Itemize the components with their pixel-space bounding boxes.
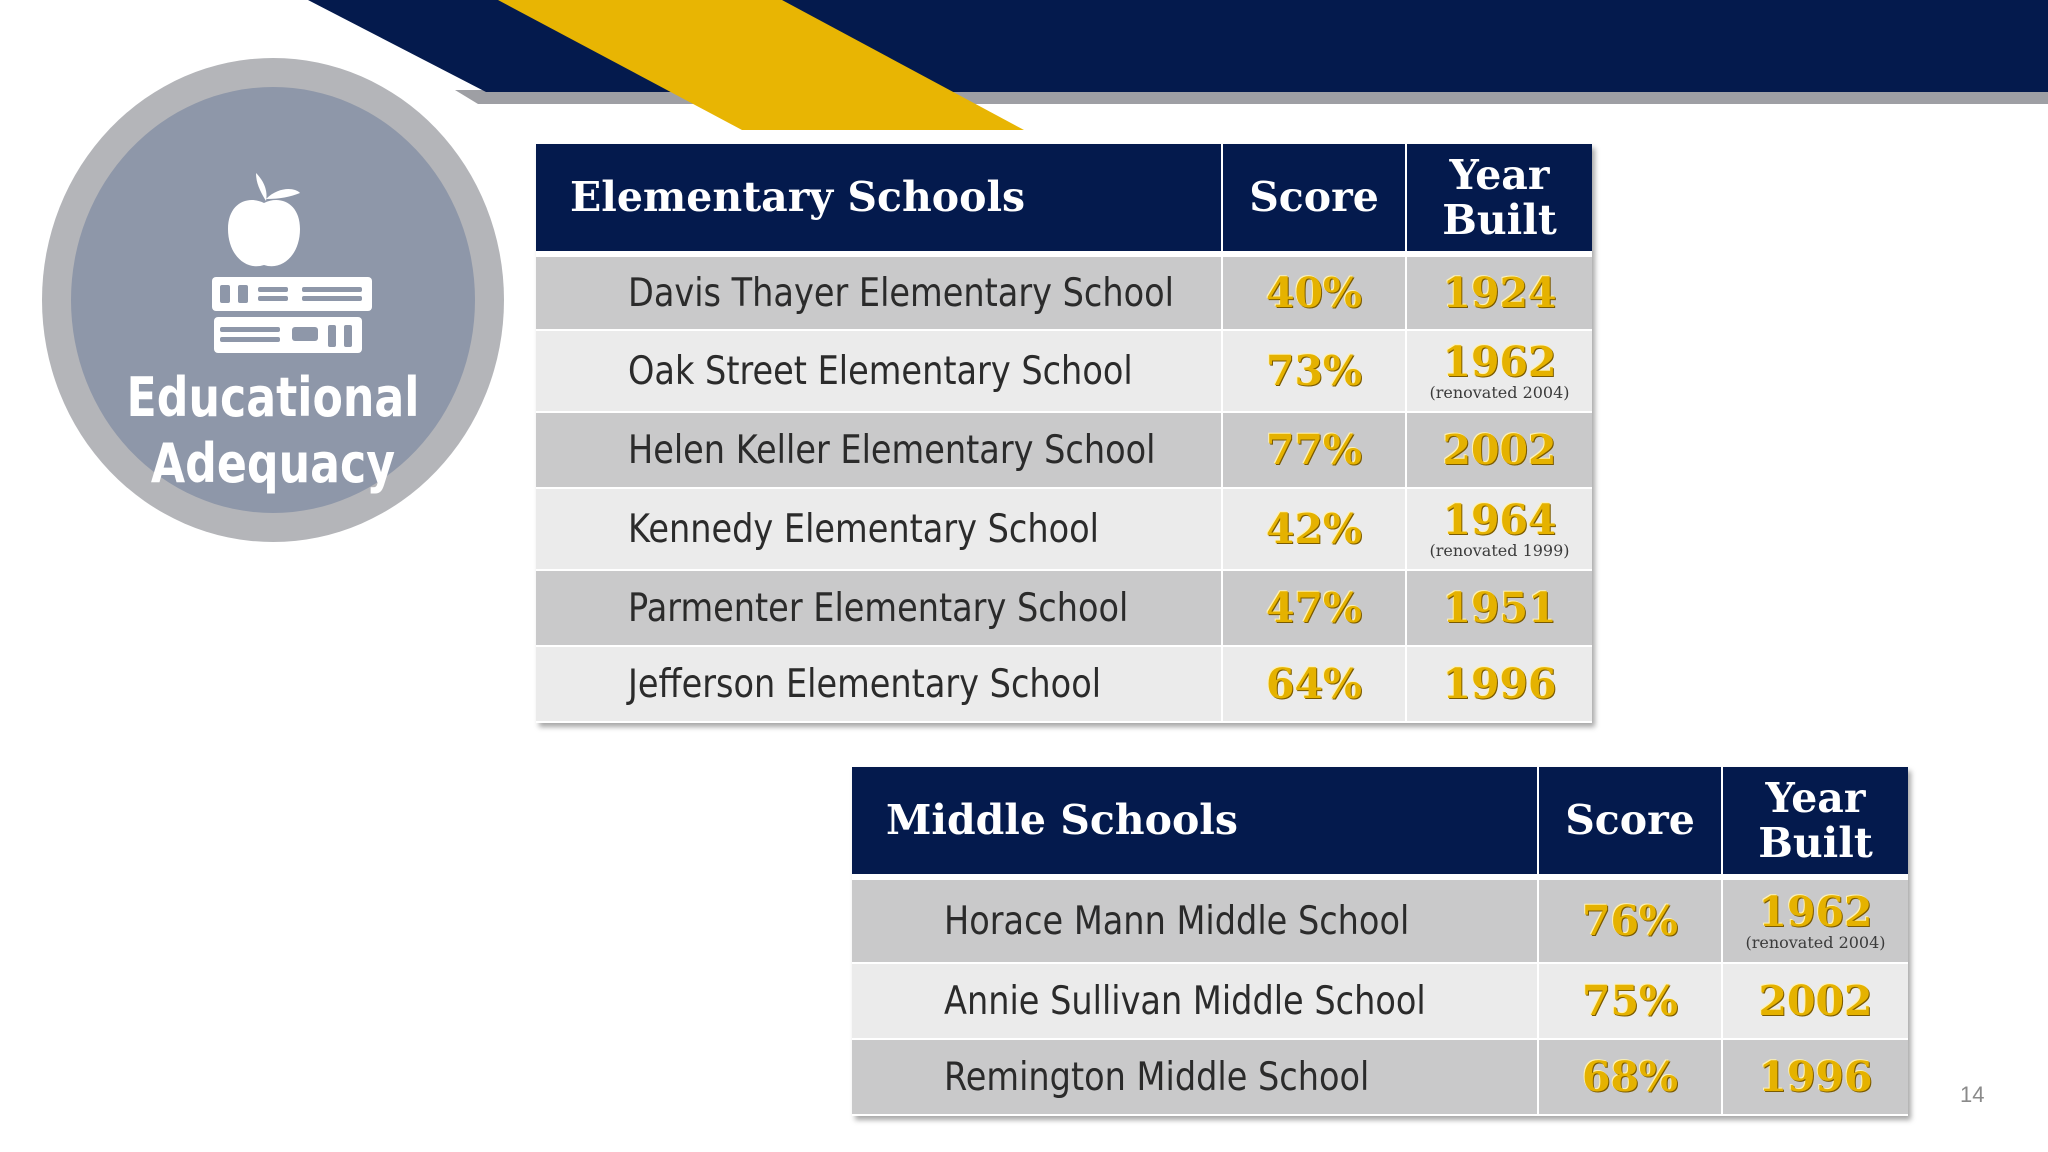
year-built-value: 2002: [1758, 977, 1873, 1025]
table-row: [536, 570, 1592, 646]
year-built-cell: [1406, 330, 1592, 412]
middle-header-row: [852, 767, 1908, 877]
badge-title-line2: Adequacy: [150, 432, 396, 495]
table-row: [536, 412, 1592, 488]
school-name-cell: [536, 330, 1222, 412]
year-built-value: 1996: [1442, 660, 1557, 708]
middle-schools-table: [852, 767, 1908, 1116]
score-value: 40%: [1222, 254, 1406, 330]
school-name: Helen Keller Elementary School: [628, 427, 1156, 473]
year-built-header: [1406, 144, 1592, 254]
table-row: [536, 254, 1592, 330]
year-built-value: 1996: [1758, 1053, 1873, 1101]
school-name-cell: [852, 1039, 1538, 1115]
year-built-value: 1962: [1758, 888, 1873, 936]
school-name-cell: [536, 254, 1222, 330]
school-name-cell: [852, 963, 1538, 1039]
year-built-value: 2002: [1442, 426, 1557, 474]
apple-on-books-icon: [204, 167, 374, 357]
score-value: 75%: [1538, 963, 1722, 1039]
year-built-cell: [1722, 963, 1908, 1039]
year-built-cell: [1722, 1039, 1908, 1115]
year-built-value: 1962: [1442, 338, 1557, 386]
middle-table-body: [852, 877, 1908, 1115]
score-header: Score: [1538, 767, 1722, 877]
year-header-line1: Year: [1765, 773, 1866, 822]
score-value: 47%: [1222, 570, 1406, 646]
year-built-cell: [1406, 570, 1592, 646]
score-value: 77%: [1222, 412, 1406, 488]
badge-title-line1: Educational: [126, 366, 420, 429]
year-built-cell: [1722, 877, 1908, 963]
year-built-value: 1964: [1442, 496, 1557, 544]
educational-adequacy-badge: [42, 58, 504, 542]
school-name: Annie Sullivan Middle School: [944, 978, 1426, 1024]
page-number: 14: [1960, 1082, 1985, 1107]
year-built-value: 1951: [1442, 584, 1557, 632]
school-name: Jefferson Elementary School: [628, 661, 1102, 707]
year-built-cell: [1406, 254, 1592, 330]
year-built-value: 1924: [1442, 269, 1557, 317]
school-name-cell: [536, 488, 1222, 570]
table-row: [852, 963, 1908, 1039]
badge-title: [107, 365, 438, 497]
elementary-table-body: [536, 254, 1592, 722]
score-value: 64%: [1222, 646, 1406, 722]
school-name-cell: [536, 412, 1222, 488]
year-built-cell: [1406, 646, 1592, 722]
badge-inner-circle: [71, 87, 475, 513]
elementary-schools-table: [536, 144, 1592, 723]
renovated-note: (renovated 1999): [1429, 541, 1570, 560]
school-name: Oak Street Elementary School: [628, 348, 1133, 394]
table-row: [536, 646, 1592, 722]
year-built-cell: [1406, 488, 1592, 570]
middle-schools-header: Middle Schools: [852, 767, 1538, 877]
table-row: [536, 330, 1592, 412]
table-row: [852, 1039, 1908, 1115]
year-built-cell: [1406, 412, 1592, 488]
school-name-cell: [536, 646, 1222, 722]
table-row: [536, 488, 1592, 570]
score-value: 42%: [1222, 488, 1406, 570]
score-header: Score: [1222, 144, 1406, 254]
year-header-line2: Built: [1758, 818, 1873, 867]
elementary-schools-header: Elementary Schools: [536, 144, 1222, 254]
year-header-line2: Built: [1442, 195, 1557, 244]
score-value: 73%: [1222, 330, 1406, 412]
score-value: 68%: [1538, 1039, 1722, 1115]
school-name: Kennedy Elementary School: [628, 506, 1099, 552]
school-name-cell: [536, 570, 1222, 646]
school-name-cell: [852, 877, 1538, 963]
renovated-note: (renovated 2004): [1429, 383, 1570, 402]
school-name: Davis Thayer Elementary School: [628, 270, 1174, 316]
renovated-note: (renovated 2004): [1745, 933, 1886, 952]
school-name: Horace Mann Middle School: [944, 898, 1410, 944]
score-value: 76%: [1538, 877, 1722, 963]
elementary-header-row: [536, 144, 1592, 254]
school-name: Parmenter Elementary School: [628, 585, 1129, 631]
year-built-header: [1722, 767, 1908, 877]
year-header-line1: Year: [1449, 150, 1550, 199]
school-name: Remington Middle School: [944, 1054, 1370, 1100]
table-row: [852, 877, 1908, 963]
